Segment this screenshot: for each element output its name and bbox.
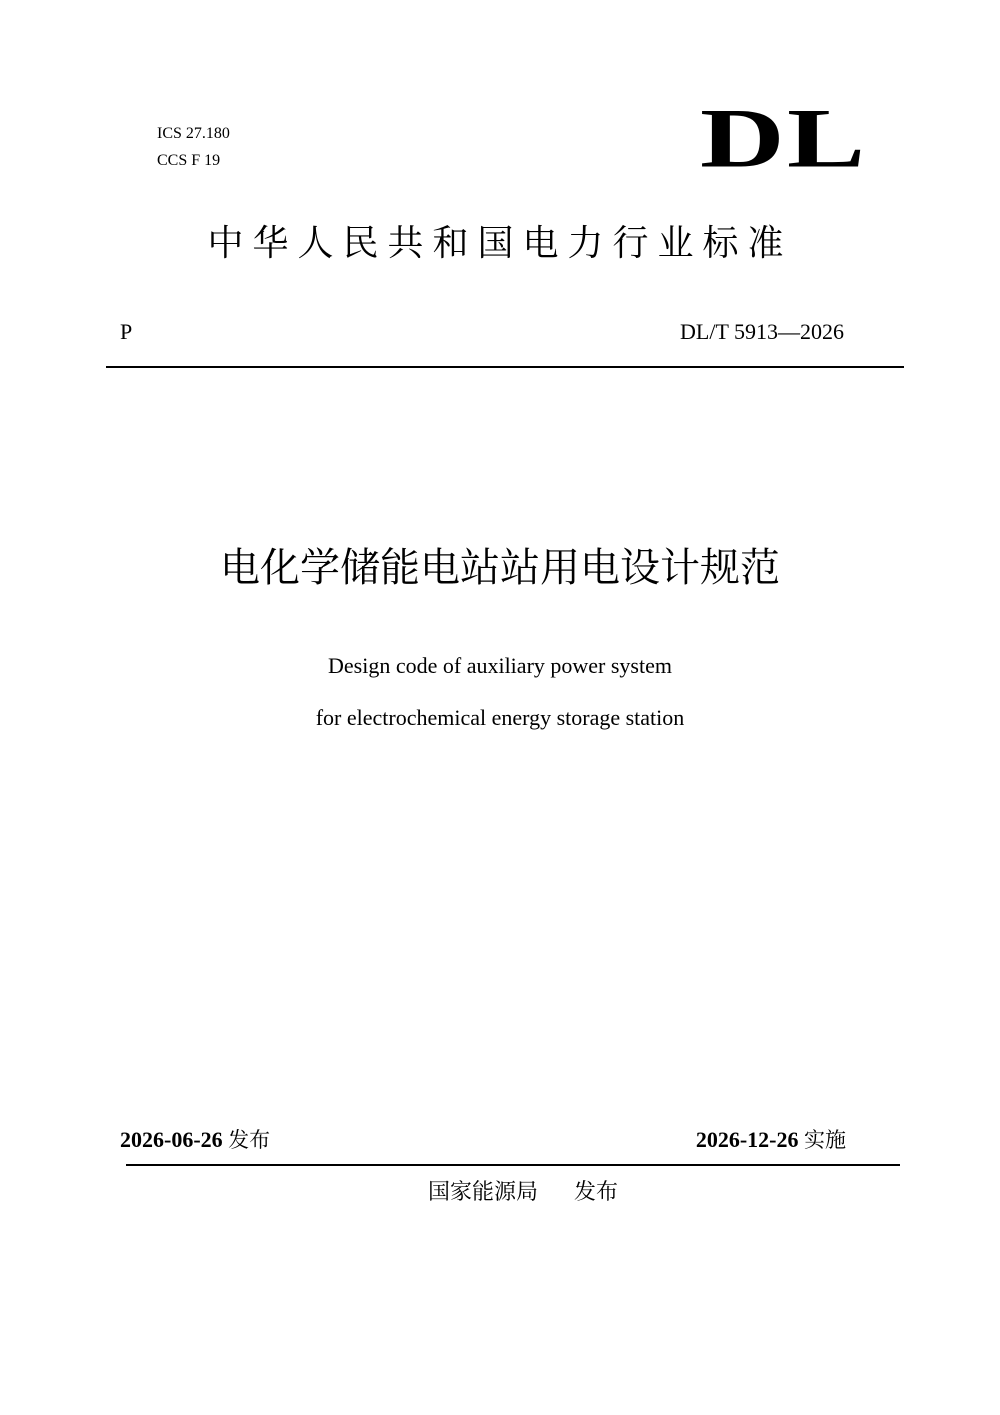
top-divider — [106, 366, 904, 368]
implement-date-line — [696, 1126, 846, 1154]
document-title-english-line1: Design code of auxiliary power system — [328, 653, 672, 678]
industry-standard-title: 中华人民共和国电力行业标准 — [207, 223, 793, 264]
ics-code: ICS 27.180 — [157, 125, 230, 142]
publish-date: 2026-06-26 — [120, 1127, 223, 1152]
standard-number: DL/T 5913—2026 — [680, 319, 844, 344]
bottom-divider — [126, 1164, 900, 1166]
document-title-chinese: 电化学储能电站站用电设计规范 — [220, 545, 780, 591]
document-title-english-line2: for electrochemical energy storage station — [315, 705, 685, 730]
implement-label: 实施 — [804, 1128, 846, 1152]
publish-label: 发布 — [228, 1128, 271, 1152]
issuer-action: 发布 — [574, 1180, 619, 1205]
issuer-line — [428, 1178, 618, 1208]
category-code: P — [120, 319, 133, 344]
issuer-name: 国家能源局 — [428, 1180, 539, 1205]
dl-logo: DL — [700, 90, 868, 185]
ccs-code: CCS F 19 — [157, 152, 221, 169]
publish-date-line — [120, 1126, 270, 1154]
implement-date: 2026-12-26 — [695, 1127, 799, 1152]
